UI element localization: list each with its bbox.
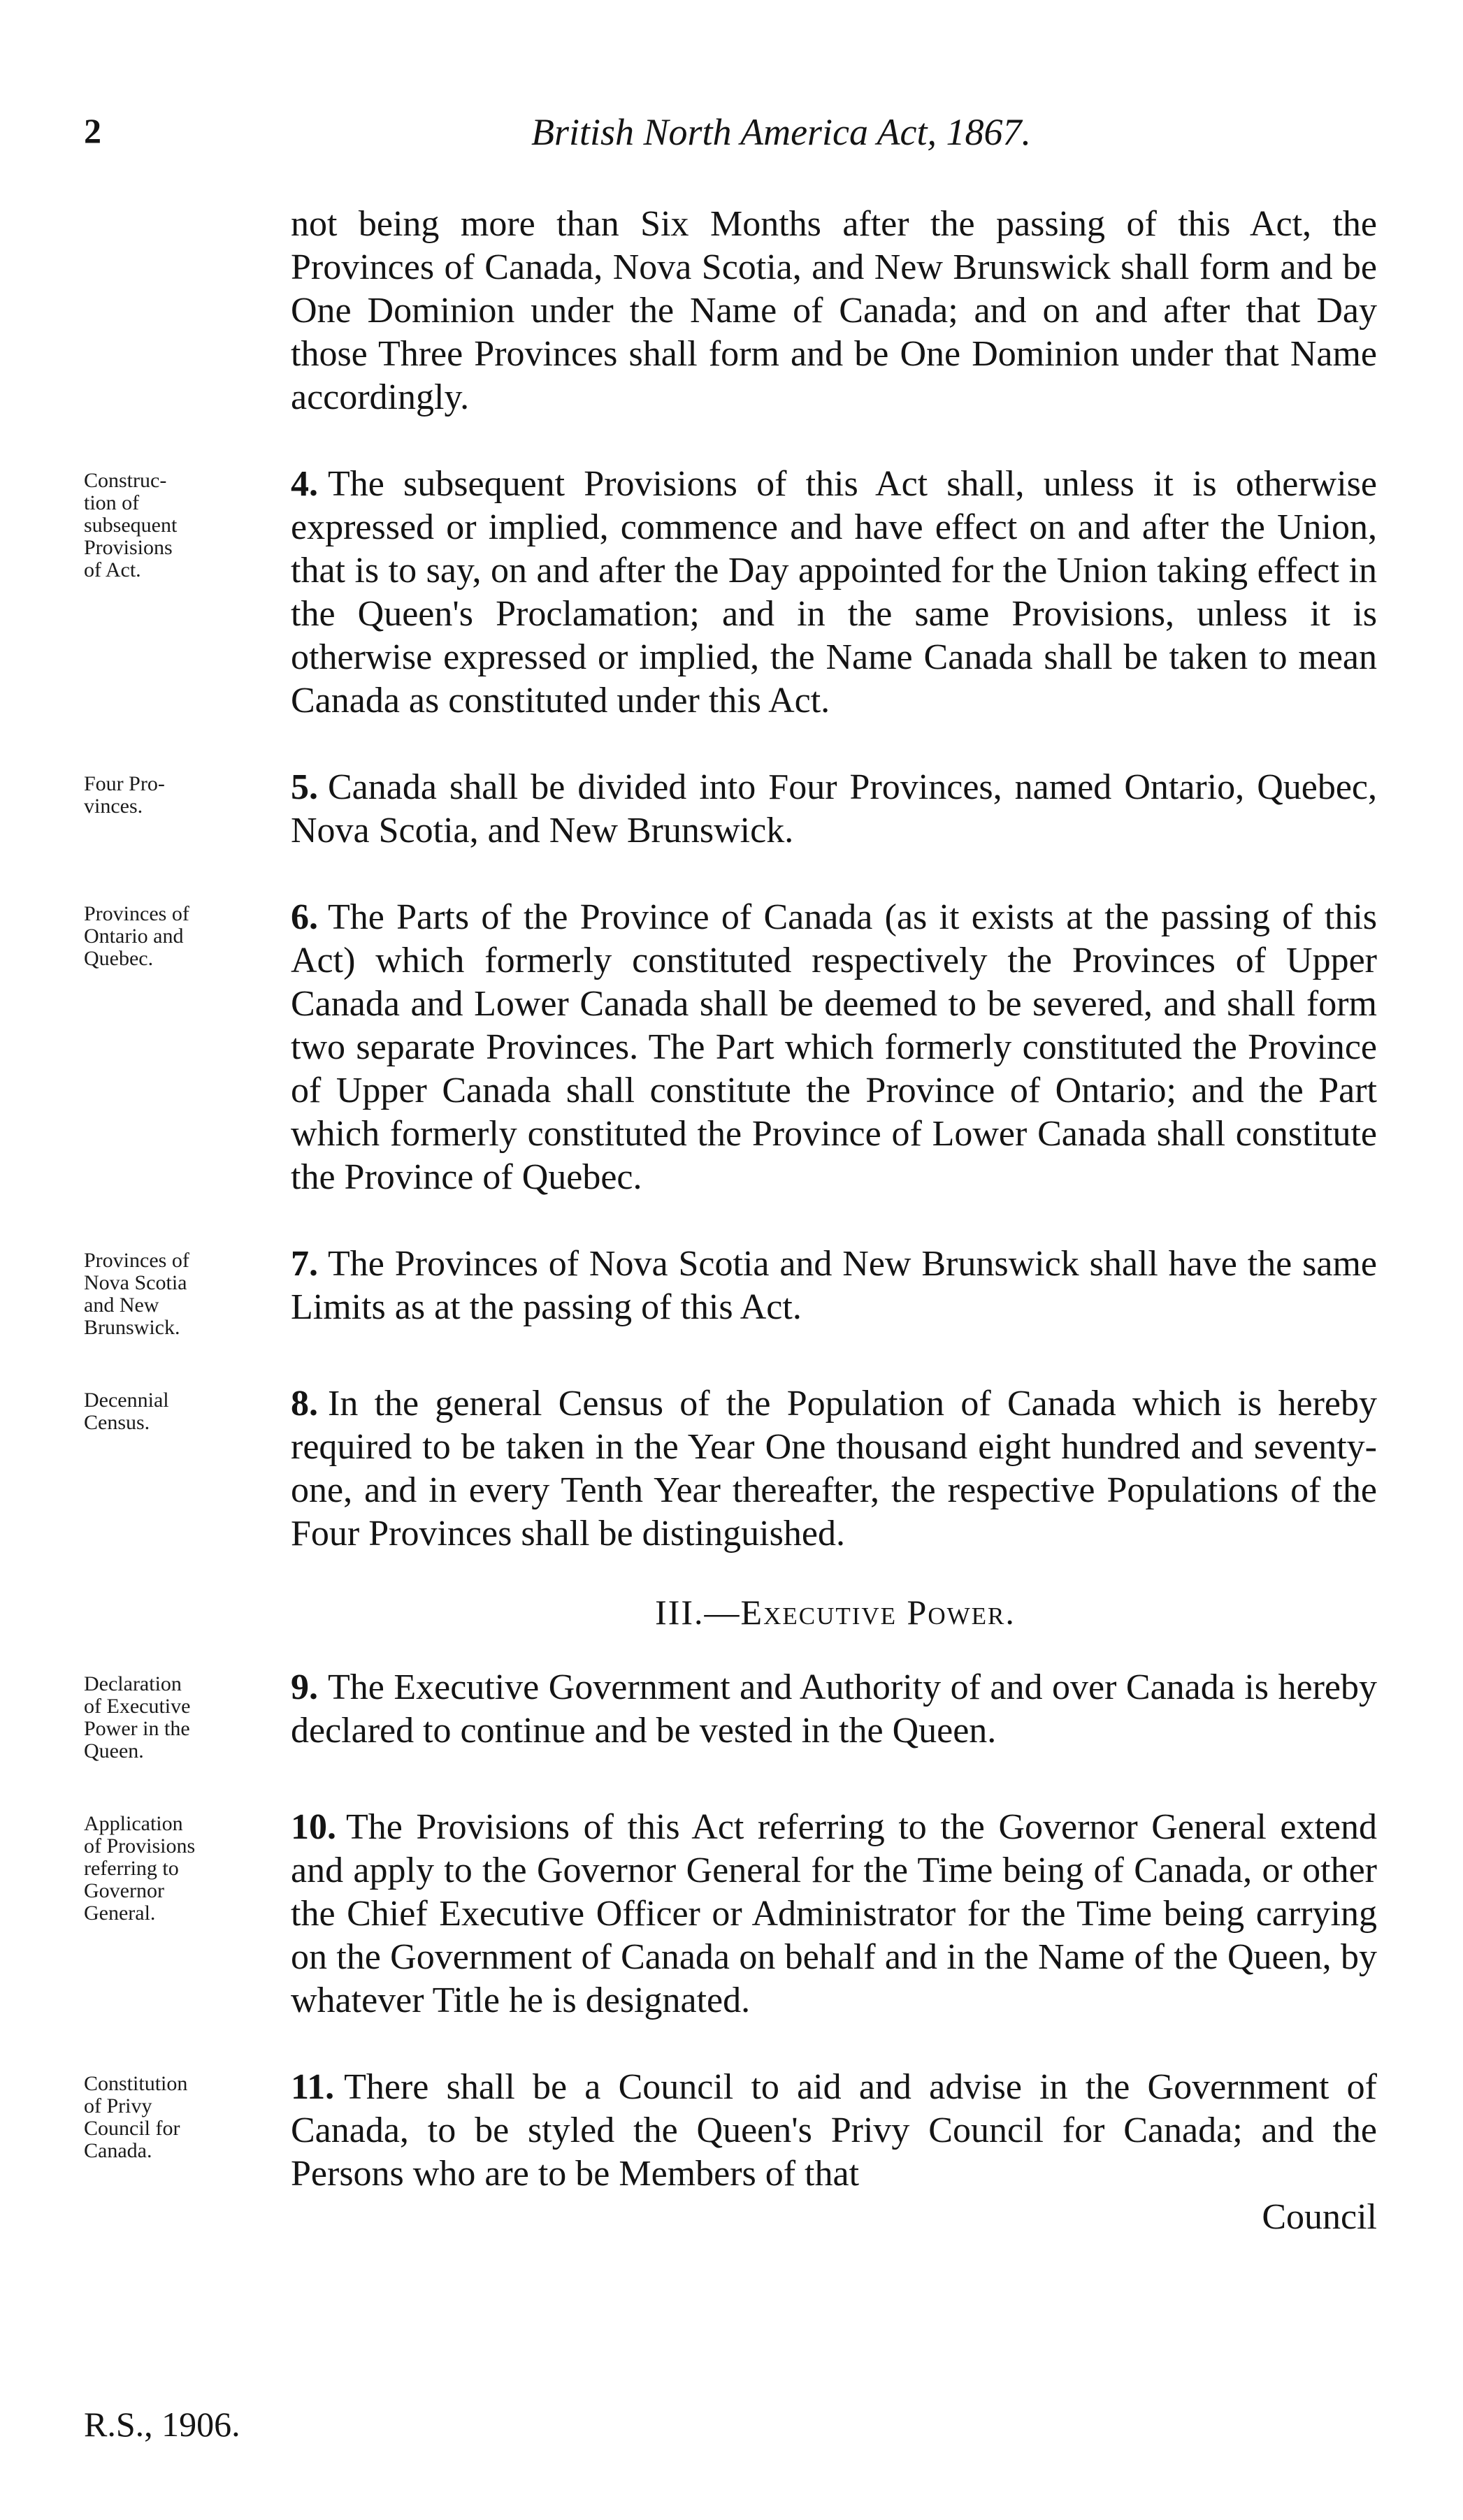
margin-note bbox=[84, 463, 266, 723]
margin-note-line: Census. bbox=[84, 1411, 150, 1434]
margin-note bbox=[84, 896, 266, 1199]
section-body: The Executive Government and Authority of and over Canada is hereby declared to continue and be vested in the Queen. bbox=[291, 1667, 1377, 1751]
section-text bbox=[291, 2066, 1377, 2239]
margin-note-line: Provisions bbox=[84, 536, 173, 559]
section-body: The Parts of the Province of Canada (as it exists at the passing of this Act) which formerly constituted respectively the Provinces of Upper Canada and Lower Canada shall be deemed to be severed, and shall form two separate Provinces. The Part which formerly constituted the Province of Upper Canada shall constitute the Province of Ontario; and the Part which formerly constituted the Province of Lower Canada shall constitute the Province of Quebec. bbox=[291, 897, 1377, 1197]
section-number: 6. bbox=[291, 897, 318, 937]
margin-note-empty bbox=[84, 203, 266, 419]
catchword: Council bbox=[1262, 2197, 1377, 2237]
margin-note-line: General. bbox=[84, 1902, 156, 1925]
section-number: 5. bbox=[291, 767, 318, 807]
section-4 bbox=[84, 463, 1377, 723]
footer-reference: R.S., 1906. bbox=[84, 2405, 240, 2444]
margin-note-line: referring to bbox=[84, 1857, 179, 1880]
margin-note-line: Quebec. bbox=[84, 947, 154, 970]
margin-note-line: Constitution bbox=[84, 2072, 188, 2095]
section-body: There shall be a Council to aid and advise in the Government of Canada, to be styled the Queen's Privy Council for Canada; and the Persons who are to be Members of that bbox=[291, 2067, 1377, 2194]
section-11 bbox=[84, 2066, 1377, 2239]
section-6 bbox=[84, 896, 1377, 1199]
margin-note bbox=[84, 2066, 266, 2239]
margin-note bbox=[84, 1243, 266, 1339]
section-text bbox=[291, 1382, 1377, 1556]
page-number: 2 bbox=[84, 111, 101, 150]
margin-note-line: Application bbox=[84, 1812, 183, 1835]
section-body: The Provinces of Nova Scotia and New Brunswick shall have the same Limits as at the passing of this Act. bbox=[291, 1244, 1377, 1327]
section-5 bbox=[84, 766, 1377, 853]
margin-note bbox=[84, 1666, 266, 1762]
part-heading-title: Executive Power. bbox=[740, 1593, 1016, 1632]
margin-note-line: tion of bbox=[84, 491, 140, 514]
running-title: British North America Act, 1867. bbox=[531, 111, 1031, 153]
section-body: Canada shall be divided into Four Provinces, named Ontario, Quebec, Nova Scotia, and New Brunswick. bbox=[291, 767, 1377, 850]
section-10 bbox=[84, 1806, 1377, 2022]
margin-note-line: Decennial bbox=[84, 1389, 169, 1412]
section-number: 10. bbox=[291, 1807, 336, 1847]
section-number: 11. bbox=[291, 2067, 335, 2107]
margin-note-line: Council for bbox=[84, 2117, 180, 2140]
margin-note-line: Brunswick. bbox=[84, 1316, 180, 1339]
margin-note-line: Ontario and bbox=[84, 925, 184, 948]
margin-note bbox=[84, 1382, 266, 1556]
section-text bbox=[291, 463, 1377, 723]
margin-note bbox=[84, 1806, 266, 2022]
margin-note-line: subsequent bbox=[84, 514, 178, 537]
margin-note-line: Canada. bbox=[84, 2139, 152, 2162]
section-7 bbox=[84, 1243, 1377, 1339]
margin-note-line: of Privy bbox=[84, 2094, 152, 2117]
margin-note-line: and New bbox=[84, 1294, 159, 1317]
continuation-paragraph bbox=[84, 203, 1377, 419]
margin-note-line: Declaration bbox=[84, 1672, 182, 1695]
section-text bbox=[291, 896, 1377, 1199]
section-text bbox=[291, 766, 1377, 853]
continuation-text: not being more than Six Months after the passing of this Act, the Provinces of Canada, Nova Scotia, and New Brunswick shall form and be One Dominion under the Name of Canada; and on and after that Day those Three Provinces shall form and be One Dominion under that Name accordingly. bbox=[291, 204, 1377, 417]
part-heading bbox=[294, 1592, 1377, 1632]
section-number: 9. bbox=[291, 1667, 318, 1707]
margin-note bbox=[84, 766, 266, 853]
margin-note-line: Queen. bbox=[84, 1739, 144, 1762]
margin-note-line: Governor bbox=[84, 1879, 164, 1902]
margin-note-line: of Act. bbox=[84, 558, 141, 581]
margin-note-line: Construc- bbox=[84, 469, 167, 492]
section-9 bbox=[84, 1666, 1377, 1762]
section-body: In the general Census of the Population of Canada which is hereby required to be taken in the Year One thousand eight hundred and seventy-one, and in every Tenth Year thereafter, the respective Populations of the Four Provinces shall be distinguished. bbox=[291, 1384, 1377, 1554]
section-number: 7. bbox=[291, 1244, 318, 1284]
margin-note-line: of Provisions bbox=[84, 1834, 196, 1858]
part-heading-roman: III.— bbox=[655, 1593, 741, 1632]
document-body bbox=[84, 203, 1377, 2282]
section-number: 4. bbox=[291, 464, 318, 504]
section-text bbox=[291, 1243, 1377, 1339]
section-text bbox=[291, 1666, 1377, 1762]
margin-note-line: of Executive bbox=[84, 1695, 191, 1718]
margin-note-line: Provinces of bbox=[84, 1249, 189, 1272]
page-header bbox=[84, 110, 1377, 166]
margin-note-line: Power in the bbox=[84, 1717, 190, 1740]
section-8 bbox=[84, 1382, 1377, 1556]
section-number: 8. bbox=[291, 1384, 318, 1424]
margin-note-line: Nova Scotia bbox=[84, 1271, 187, 1294]
section-body: The subsequent Provisions of this Act shall, unless it is otherwise expressed or implied, commence and have effect on and after the Union, that is to say, on and after the Day appointed for the Union taking effect in the Queen's Proclamation; and in the same Provisions, unless it is otherwise expressed or implied, the Name Canada shall be taken to mean Canada as constituted under this Act. bbox=[291, 464, 1377, 720]
margin-note-line: vinces. bbox=[84, 795, 143, 818]
margin-note-line: Four Pro- bbox=[84, 772, 165, 795]
section-text bbox=[291, 1806, 1377, 2022]
margin-note-line: Provinces of bbox=[84, 902, 189, 925]
section-body: The Provisions of this Act referring to the Governor General extend and apply to the Governor General for the Time being of Canada, or other the Chief Executive Officer or Administrator for the Time being carrying on the Government of Canada on behalf and in the Name of the Queen, by whatever Title he is designated. bbox=[291, 1807, 1377, 2020]
